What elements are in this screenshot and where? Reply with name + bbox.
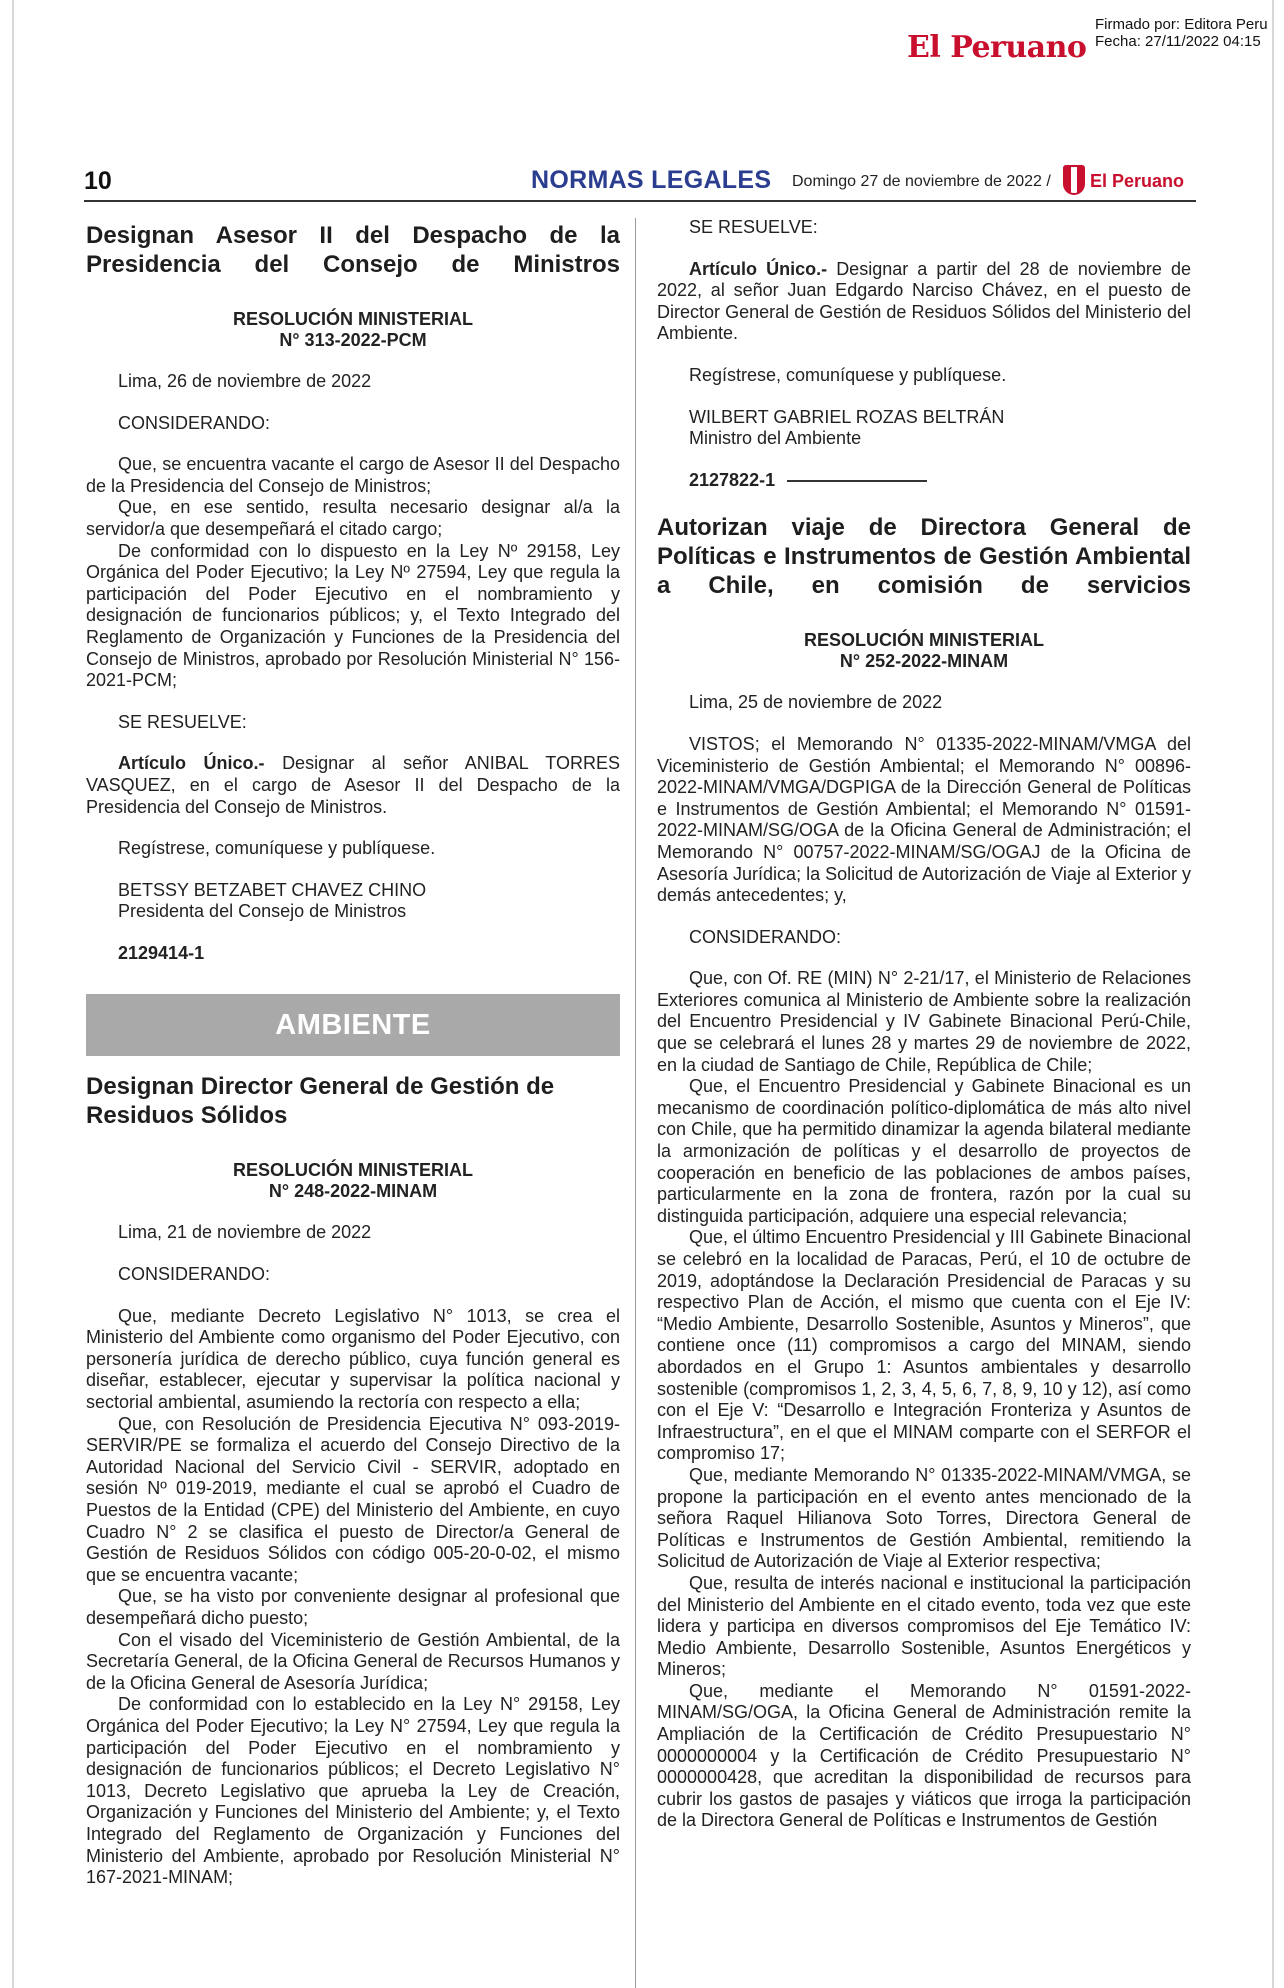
paragraph: Que, mediante el Memorando N° 01591-2022-MINAM/SG/OGA, la Oficina General de Administración remite la Ampliación de la Certificación de Crédito Presupuestario N° 0000000004 y la Certificación de Crédito Presupuestario N° 0000000428, que acreditan la disponibilidad de recursos para cubrir los gastos de pasajes y viáticos que irroga la participación de la Directora General de Políticas e Instrumentos de Gestión — [657, 1680, 1191, 1831]
issue-date: Domingo 27 de noviembre de 2022 / — [792, 173, 1051, 190]
publication-code: 2129414-1 — [118, 942, 205, 963]
article-title: Designan Director General de Gestión de Residuos Sólidos — [86, 1073, 555, 1130]
paragraph: Que, el Encuentro Presidencial y Gabinete Binacional es un mecanismo de coordinación político-diplomática de más alto nivel con Chile, que ha permitido dinamizar la agenda bilateral mediante la armonización de políticas y el desarrollo de proyectos de cooperación en beneficio de las poblaciones de ambos países, particularmente en la zona de frontera, razón por la cual su distinguida participación, adquiere una especial relevancia; — [657, 1076, 1191, 1226]
paragraph: Que, resulta de interés nacional e institucional la participación del Ministerio del Ambiente en el citado evento, toda vez que este lidera y participa en diversos compromisos del Eje Temático IV: Medio Ambiente, Desarrollo Sostenible, Asuntos Energéticos y Mineros; — [657, 1572, 1191, 1680]
resolution-heading — [86, 1160, 620, 1202]
resolution-number: N° 252-2022-MINAM — [839, 651, 1009, 672]
paragraph: Que, el último Encuentro Presidencial y III Gabinete Binacional se celebró en la localidad de Paracas, Perú, el 10 de octubre de 2019, adoptándose la Declaración Presidencial de Paracas y su respectivo Plan de Acción, el mismo que cuenta con el Eje IV: “Medio Ambiente, Desarrollo Sostenible, Asuntos y Mineros”, que contiene once (11) compromisos a cargo del MINAM, siendo abordados en el Grupo 1: Asuntos ambientales y desarrollo sostenible (compromisos 1, 2, 3, 4, 5, 6, 7, 8, 9, 10 y 12), así como con el Eje V: “Desarrollo e Integración Fronteriza y Asuntos de Infraestructura”, en el que el MINAM comparte con el SERFOR el compromiso 17; — [657, 1227, 1191, 1464]
section-banner-label: AMBIENTE — [275, 1008, 431, 1041]
resolution-number: N° 313-2022-PCM — [279, 330, 427, 350]
page-number: 10 — [84, 167, 112, 195]
paragraph: Que, se ha visto por conveniente designar al profesional que desempeñará dicho puesto; — [86, 1586, 620, 1628]
paragraph: Que, mediante Memorando N° 01335-2022-MINAM/VMGA, se propone la participación en el evento antes mencionado de la señora Raquel Hilianova Soto Torres, Directora General de Políticas e Instrumentos de Gestión Ambiental, remitiendo la Solicitud de Autorización de Viaje al Exterior respectiva; — [657, 1464, 1191, 1572]
place-date: Lima, 26 de noviembre de 2022 — [118, 371, 372, 391]
paragraph: Que, con Resolución de Presidencia Ejecutiva N° 093-2019-SERVIR/PE se formaliza el acuerdo del Consejo Directivo de la Autoridad Nacional del Servicio Civil - SERVIR, adoptado en sesión Nº 019-2019, mediante el cual se aprobó el Cuadro de Puestos de la Entidad (CPE) del Ministerio del Ambiente, en cuyo Cuadro N° 2 se clasifica el puesto de Director/a General de Gestión de Residuos Sólidos con código 005-20-0-02, el mismo que se encuentra vacante; — [86, 1413, 620, 1585]
running-header — [14, 165, 1276, 199]
section-banner — [86, 994, 620, 1056]
publication-code: 2127822-1 — [689, 469, 776, 490]
registrese: Regístrese, comuníquese y publíquese. — [118, 838, 436, 859]
resolution-heading — [86, 309, 620, 351]
digital-signature — [1095, 16, 1284, 50]
paragraph: Que, se encuentra vacante el cargo de Asesor II del Despacho de la Presidencia del Consejo de Ministros; — [86, 454, 620, 496]
signer-role: Presidenta del Consejo de Ministros — [118, 901, 407, 922]
left-column — [86, 205, 620, 1889]
resolution-label: RESOLUCIÓN MINISTERIAL — [232, 1160, 473, 1181]
column-divider — [635, 218, 636, 1988]
resolution-label: RESOLUCIÓN MINISTERIAL — [232, 309, 473, 329]
el-peruano-logo: El Peruano — [907, 30, 1087, 65]
signer-role: Ministro del Ambiente — [689, 428, 862, 449]
considerando-heading: CONSIDERANDO: — [689, 926, 842, 947]
place-date: Lima, 25 de noviembre de 2022 — [689, 692, 943, 713]
newspaper-page — [12, 0, 1274, 1988]
publication-code-row — [657, 470, 1191, 492]
header-rule — [84, 200, 1196, 202]
article-title: Designan Asesor II del Despacho de la Presidencia del Consejo de Ministros — [86, 222, 620, 278]
signer-name: BETSSY BETZABET CHAVEZ CHINO — [118, 879, 427, 900]
articulo-unico — [86, 753, 620, 818]
resolution-label: RESOLUCIÓN MINISTERIAL — [803, 630, 1044, 651]
articulo-label: Artículo Único.- — [118, 753, 265, 774]
vistos: VISTOS; el Memorando N° 01335-2022-MINAM/VMGA del Viceministerio de Gestión Ambiental; el Memorando N° 00896-2022-MINAM/VMGA/DGPIGA de la Dirección General de Políticas e Instrumentos de Gestión Ambiental; el Memorando N° 01591-2022-MINAM/SG/OGA de la Oficina General de Administración; el Memorando N° 00757-2022-MINAM/SG/OGAJ de la Oficina de Asesoría Jurídica; la Solicitud de Autorización de Viaje al Exterior y demás antecedentes; y, — [657, 733, 1191, 906]
end-rule — [787, 480, 927, 482]
se-resuelve-heading: SE RESUELVE: — [689, 217, 818, 237]
paragraph: Que, con Of. RE (MIN) N° 2-21/17, el Ministerio de Relaciones Exteriores comunica al Ministerio de Ambiente sobre la realización del Encuentro Presidencial y IV Gabinete Binacional Perú-Chile, que se celebrará el lunes 28 y martes 29 de noviembre de 2022, en la ciudad de Santiago de Chile, República de Chile; — [657, 968, 1191, 1075]
se-resuelve-heading: SE RESUELVE: — [118, 711, 247, 732]
considerando-heading: CONSIDERANDO: — [118, 1264, 271, 1285]
place-date: Lima, 21 de noviembre de 2022 — [118, 1222, 372, 1243]
paragraph: Que, en ese sentido, resulta necesario designar al/a la servidor/a que desempeñará el citado cargo; — [86, 497, 620, 539]
registrese: Regístrese, comuníquese y publíquese. — [689, 364, 1007, 385]
paragraph: Que, mediante Decreto Legislativo N° 1013, se crea el Ministerio del Ambiente como organismo del Poder Ejecutivo, con personería jurídica de derecho público, cuya función general es diseñar, establecer, ejecutar y supervisar la política nacional y sectorial ambiental, asumiendo la rectoría con respecto a ella; — [86, 1305, 620, 1413]
signer-name: WILBERT GABRIEL ROZAS BELTRÁN — [689, 406, 1005, 427]
signature-firmado: Firmado por: Editora Peru — [1095, 16, 1268, 33]
coat-of-arms-icon — [1063, 165, 1085, 195]
paragraph: De conformidad con lo establecido en la Ley N° 29158, Ley Orgánica del Poder Ejecutivo; la Ley N° 27594, Ley que regula la participación del Poder Ejecutivo en el nombramiento y designación de funcionarios públicos; el Decreto Legislativo N° 1013, Decreto Legislativo que aprueba la Ley de Creación, Organización y Funciones del Ministerio del Ambiente; y, el Texto Integrado del Reglamento de Organización y Funciones del Ministerio del Ambiente, aprobado por Resolución Ministerial N° 167-2021-MINAM; — [86, 1694, 620, 1888]
resolution-number: N° 248-2022-MINAM — [268, 1181, 438, 1202]
articulo-text: Designar a partir del 28 de noviembre de 2022, al señor Juan Edgardo Narciso Chávez, en el puesto de Director General de Gestión de Residuos Sólidos del Ministerio del Ambiente. — [657, 258, 1191, 344]
resolution-heading — [657, 630, 1191, 672]
paragraph: Con el visado del Viceministerio de Gestión Ambiental, de la Secretaría General, de la Oficina General de Recursos Humanos y de la Oficina General de Asesoría Jurídica; — [86, 1629, 620, 1693]
header-brand: El Peruano — [1090, 171, 1185, 191]
articulo-unico — [657, 259, 1191, 345]
section-name: NORMAS LEGALES — [531, 166, 772, 194]
right-column — [657, 205, 1191, 1832]
articulo-label: Artículo Único.- — [689, 258, 828, 279]
considerando-heading: CONSIDERANDO: — [118, 412, 271, 433]
paragraph: De conformidad con lo dispuesto en la Ley Nº 29158, Ley Orgánica del Poder Ejecutivo; la Ley Nº 27594, Ley que regula la participación del Poder Ejecutivo en el nombramiento y designación de funcionarios públicos; y, el Texto Integrado del Reglamento de Organización y Funciones de la Presidencia del Consejo de Ministros, aprobado por Resolución Ministerial N° 156-2021-PCM; — [86, 540, 620, 691]
articulo-text: Designar al señor ANIBAL TORRES VASQUEZ, en el cargo de Asesor II del Despacho de la Presidencia del Consejo de Ministros. — [86, 753, 620, 817]
signature-fecha: Fecha: 27/11/2022 04:15 — [1095, 33, 1261, 50]
article-title: Autorizan viaje de Directora General de Políticas e Instrumentos de Gestión Ambiental a Chile, en comisión de servicios — [657, 514, 1191, 600]
